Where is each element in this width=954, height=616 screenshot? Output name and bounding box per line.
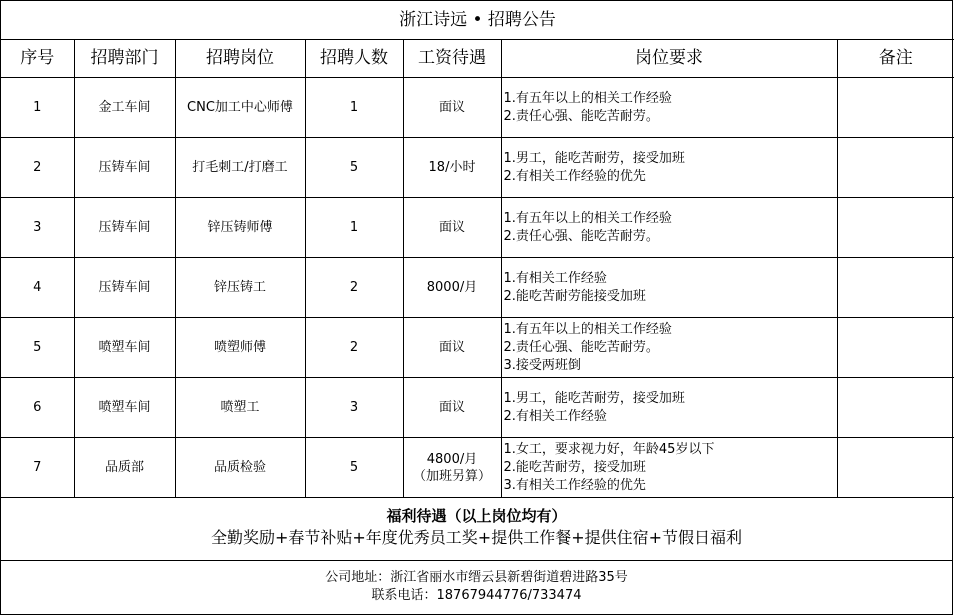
row-post: 锌压铸师傅	[175, 198, 305, 258]
title-row	[1, 1, 954, 40]
requirement-line: 2.能吃苦耐劳能接受加班	[503, 288, 646, 304]
requirement-line: 1.男工，能吃苦耐劳，接受加班	[503, 390, 685, 406]
requirement-line: 2.责任心强、能吃苦耐劳。	[503, 339, 659, 355]
table-row	[1, 378, 954, 438]
row-count: 2	[305, 318, 403, 378]
row-pay	[403, 138, 501, 198]
row-pay	[403, 78, 501, 138]
row-post: CNC加工中心师傅	[175, 78, 305, 138]
row-dept: 压铸车间	[74, 258, 175, 318]
row-dept: 金工车间	[74, 78, 175, 138]
row-dept: 喷塑车间	[74, 378, 175, 438]
row-dept: 品质部	[74, 438, 175, 498]
pay-line: 面议	[438, 340, 465, 355]
row-count: 5	[305, 138, 403, 198]
row-post: 品质检验	[175, 438, 305, 498]
requirement-line: 2.有相关工作经验的优先	[503, 168, 646, 184]
requirement-line: 1.有五年以上的相关工作经验	[503, 210, 672, 226]
row-note	[837, 438, 954, 498]
header-row	[1, 40, 954, 78]
row-dept: 压铸车间	[74, 138, 175, 198]
row-pay	[403, 258, 501, 318]
requirement-line: 1.女工，要求视力好，年龄45岁以下	[503, 441, 715, 457]
table-row	[1, 78, 954, 138]
row-requirements	[501, 258, 837, 318]
row-no: 7	[1, 438, 74, 498]
row-requirements	[501, 438, 837, 498]
recruitment-table	[1, 1, 954, 498]
company-address: 公司地址：浙江省丽水市缙云县新碧街道碧进路35号	[325, 570, 628, 585]
pay-line: 18/小时	[428, 160, 476, 175]
row-no: 4	[1, 258, 74, 318]
row-note	[837, 258, 954, 318]
header-count: 招聘人数	[305, 40, 403, 78]
pay-line: 面议	[438, 400, 465, 415]
requirement-line: 1.男工，能吃苦耐劳，接受加班	[503, 150, 685, 166]
contact-phone: 联系电话：18767944776/733474	[371, 588, 582, 603]
row-note	[837, 378, 954, 438]
table-row	[1, 138, 954, 198]
row-count: 3	[305, 378, 403, 438]
header-post: 招聘岗位	[175, 40, 305, 78]
row-dept: 喷塑车间	[74, 318, 175, 378]
header-req: 岗位要求	[501, 40, 837, 78]
row-post: 喷塑师傅	[175, 318, 305, 378]
row-post: 打毛刺工/打磨工	[175, 138, 305, 198]
row-count: 2	[305, 258, 403, 318]
row-pay	[403, 318, 501, 378]
requirement-line: 2.责任心强、能吃苦耐劳。	[503, 228, 659, 244]
requirement-line: 1.有五年以上的相关工作经验	[503, 90, 672, 106]
row-requirements	[501, 318, 837, 378]
requirement-line: 2.能吃苦耐劳，接受加班	[503, 459, 646, 475]
header-note: 备注	[837, 40, 954, 78]
row-no: 1	[1, 78, 74, 138]
row-pay	[403, 198, 501, 258]
row-requirements	[501, 198, 837, 258]
requirement-line: 1.有相关工作经验	[503, 270, 607, 286]
table-row	[1, 258, 954, 318]
welfare-section	[1, 498, 952, 561]
row-requirements	[501, 138, 837, 198]
footer	[1, 561, 952, 605]
welfare-items: 全勤奖励+春节补贴+年度优秀员工奖+提供工作餐+提供住宿+节假日福利	[210, 528, 743, 547]
page-title: 浙江诗远 • 招聘公告	[1, 1, 954, 40]
requirement-line: 3.有相关工作经验的优先	[503, 477, 646, 493]
row-pay	[403, 378, 501, 438]
requirement-line: 3.接受两班倒	[503, 357, 581, 373]
row-note	[837, 78, 954, 138]
row-note	[837, 198, 954, 258]
row-pay	[403, 438, 501, 498]
welfare-title: 福利待遇（以上岗位均有）	[386, 507, 567, 525]
row-count: 1	[305, 78, 403, 138]
table-row	[1, 198, 954, 258]
header-no: 序号	[1, 40, 74, 78]
requirement-line: 2.责任心强、能吃苦耐劳。	[503, 108, 659, 124]
row-requirements	[501, 378, 837, 438]
row-note	[837, 138, 954, 198]
pay-line: （加班另算）	[412, 468, 491, 484]
header-dept: 招聘部门	[74, 40, 175, 78]
row-no: 3	[1, 198, 74, 258]
row-no: 2	[1, 138, 74, 198]
row-note	[837, 318, 954, 378]
row-no: 6	[1, 378, 74, 438]
pay-line: 4800/月	[426, 451, 478, 467]
row-count: 1	[305, 198, 403, 258]
row-post: 喷塑工	[175, 378, 305, 438]
row-dept: 压铸车间	[74, 198, 175, 258]
header-pay: 工资待遇	[403, 40, 501, 78]
table-row	[1, 318, 954, 378]
pay-line: 面议	[438, 100, 465, 115]
row-post: 锌压铸工	[175, 258, 305, 318]
requirement-line: 2.有相关工作经验	[503, 408, 607, 424]
row-count: 5	[305, 438, 403, 498]
pay-line: 8000/月	[426, 280, 478, 295]
row-no: 5	[1, 318, 74, 378]
pay-line: 面议	[438, 220, 465, 235]
requirement-line: 1.有五年以上的相关工作经验	[503, 321, 672, 337]
row-requirements	[501, 78, 837, 138]
table-row	[1, 438, 954, 498]
